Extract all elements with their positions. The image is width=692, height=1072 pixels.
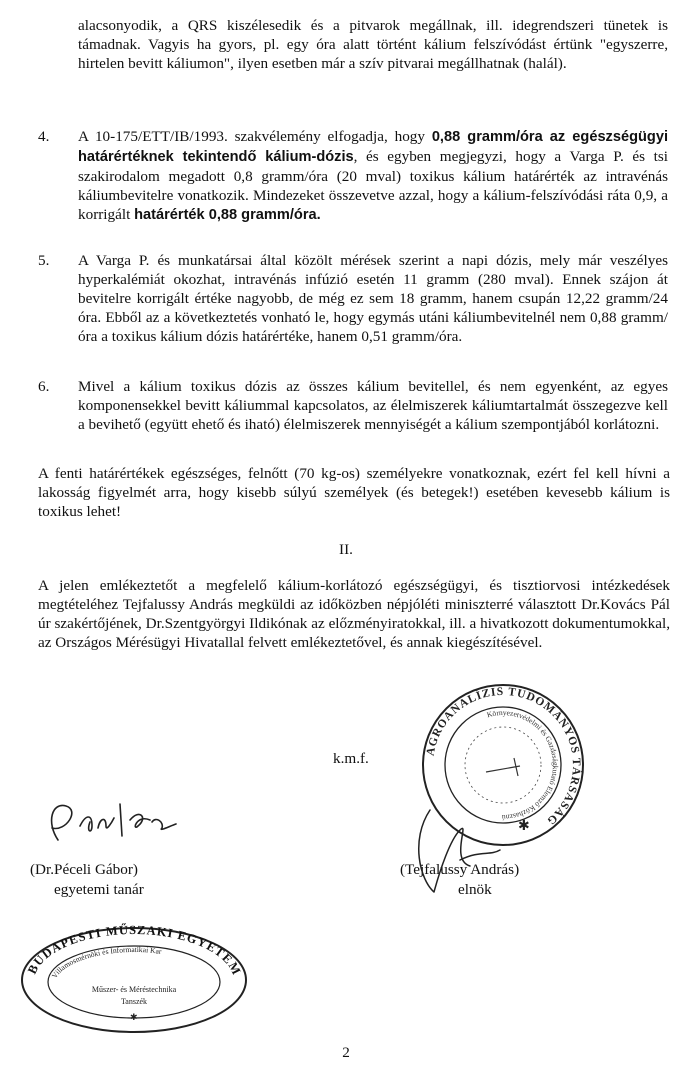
signer-left-title: egyetemi tanár — [54, 881, 144, 898]
svg-text:AGROANALÍZIS TUDOMÁNYOS TÁRSAS: AGROANALÍZIS TUDOMÁNYOS TÁRSASÁG — [424, 685, 583, 828]
kmf-label: k.m.f. — [333, 750, 369, 767]
section-heading: II. — [339, 541, 353, 558]
item-text: A 10-175/ETT/IB/1993. szakvélemény elfogadja, hogy 0,88 gramm/óra az egészségügyi határértéknek tekintendő kálium-dózis, és egyben megjegyzi, hogy a Varga P. és tsi szakirodalom megadott 0,8 gramm/óra (20 mval) toxikus kálium határérték az intravénás káliumbevitelre vonatkozik. Mindezeket összevetve azzal, hogy a kálium-felszívódási ráta 0,9, a korrigált határérték 0,88 gramm/óra. — [78, 128, 668, 223]
svg-text:Környezetvédelmi és Gazdaságku: Környezetvédelmi és Gazdaságkutató Elemző Közhasznú — [485, 707, 561, 823]
continuation-paragraph — [78, 16, 668, 73]
item-text: A Varga P. és munkatársai által közölt mérések szerint a napi dózis, mely már veszélyes hyperkalémiát okozhat, intravénás infúzió esetén 11 gramm (280 mval). Ennek szájon át bevitelre korrigált értéke nagyobb, de még ez sem 18 gramm, hanem csupán 12,22 gramm/24 óra. Ebből az a következtetés vonható le, hogy egymás utáni káliumbevitelnél nem 0,88 gramm/óra a toxikus kálium dózis határértéke, hanem 0,51 gramm/óra. — [78, 252, 668, 345]
signature-left — [40, 792, 190, 854]
list-item-5 — [38, 251, 670, 346]
summary-paragraph: A fenti határértékek egészséges, felnőtt (70 kg-os) személyekre vonatkoznak, ezért fel kell hívni a lakosság figyelmét arra, hogy kisebb súlyú személyek (és betegek!) esetében kevesebb kálium is toxikus lehet! — [38, 465, 670, 520]
list-item-6 — [38, 377, 670, 434]
page-number: 2 — [342, 1044, 350, 1061]
signer-right-name: (Tejfalussy András) — [400, 861, 520, 878]
svg-text:Villamosmérnöki és Informatika: Villamosmérnöki és Informatikai Kar — [49, 944, 163, 981]
item-text: Mivel a kálium toxikus dózis az összes kálium bevitellel, és nem egyenként, az egyes komponensekkel bevitt káliummal kapcsolatos, az élelmiszerek káliumtartalmát összegezve kell a bevihető (együtt ehető és iható) élelmiszerek mennyiségét a kálium szempontjából korlátozni. — [78, 378, 668, 433]
item-number: 6. — [38, 378, 50, 395]
signer-left-name: (Dr.Péceli Gábor) — [30, 861, 138, 878]
stamp-left — [14, 916, 254, 1036]
stamp-right — [418, 680, 588, 850]
list-item-4 — [38, 127, 670, 225]
continuation-text: alacsonyodik, a QRS kiszélesedik és a pitvarok megállnak, ill. idegrendszeri tünetek is támadnak. Vagyis ha gyors, pl. egy óra alatt történt kálium felszívódást értünk "egyszerre, hirtelen bevitt káliumon", ilyen esetben már a szív pitvarai megállhatnak (halál). — [78, 17, 668, 72]
item-number: 4. — [38, 128, 50, 145]
svg-text:✱: ✱ — [518, 819, 530, 834]
svg-text:Tanszék: Tanszék — [120, 997, 148, 1006]
svg-text:✱: ✱ — [130, 1012, 138, 1022]
closing-paragraph: A jelen emlékeztetőt a megfelelő kálium-korlátozó egészségügyi, és tisztiorvosi intézkedések megtételéhez Tejfalussy András megküldi az időközben népjóléti miniszterré választott Dr.Kovács Pál úr szakértőjének, Dr.Szentgyörgyi Ildikónak az előzményiratokkal, ill. a hivatkozott dokumentumokkal, az Országos Mérésügyi Hivatallal felvett emlékeztetővel, és annak kiegészítésével. — [38, 577, 670, 651]
svg-text:Műszer- és Méréstechnika: Műszer- és Méréstechnika — [91, 985, 177, 994]
item-number: 5. — [38, 252, 50, 269]
svg-text:BUDAPESTI MŰSZAKI EGYETEM: BUDAPESTI MŰSZAKI EGYETEM — [24, 922, 244, 978]
signer-right-title: elnök — [458, 881, 492, 898]
